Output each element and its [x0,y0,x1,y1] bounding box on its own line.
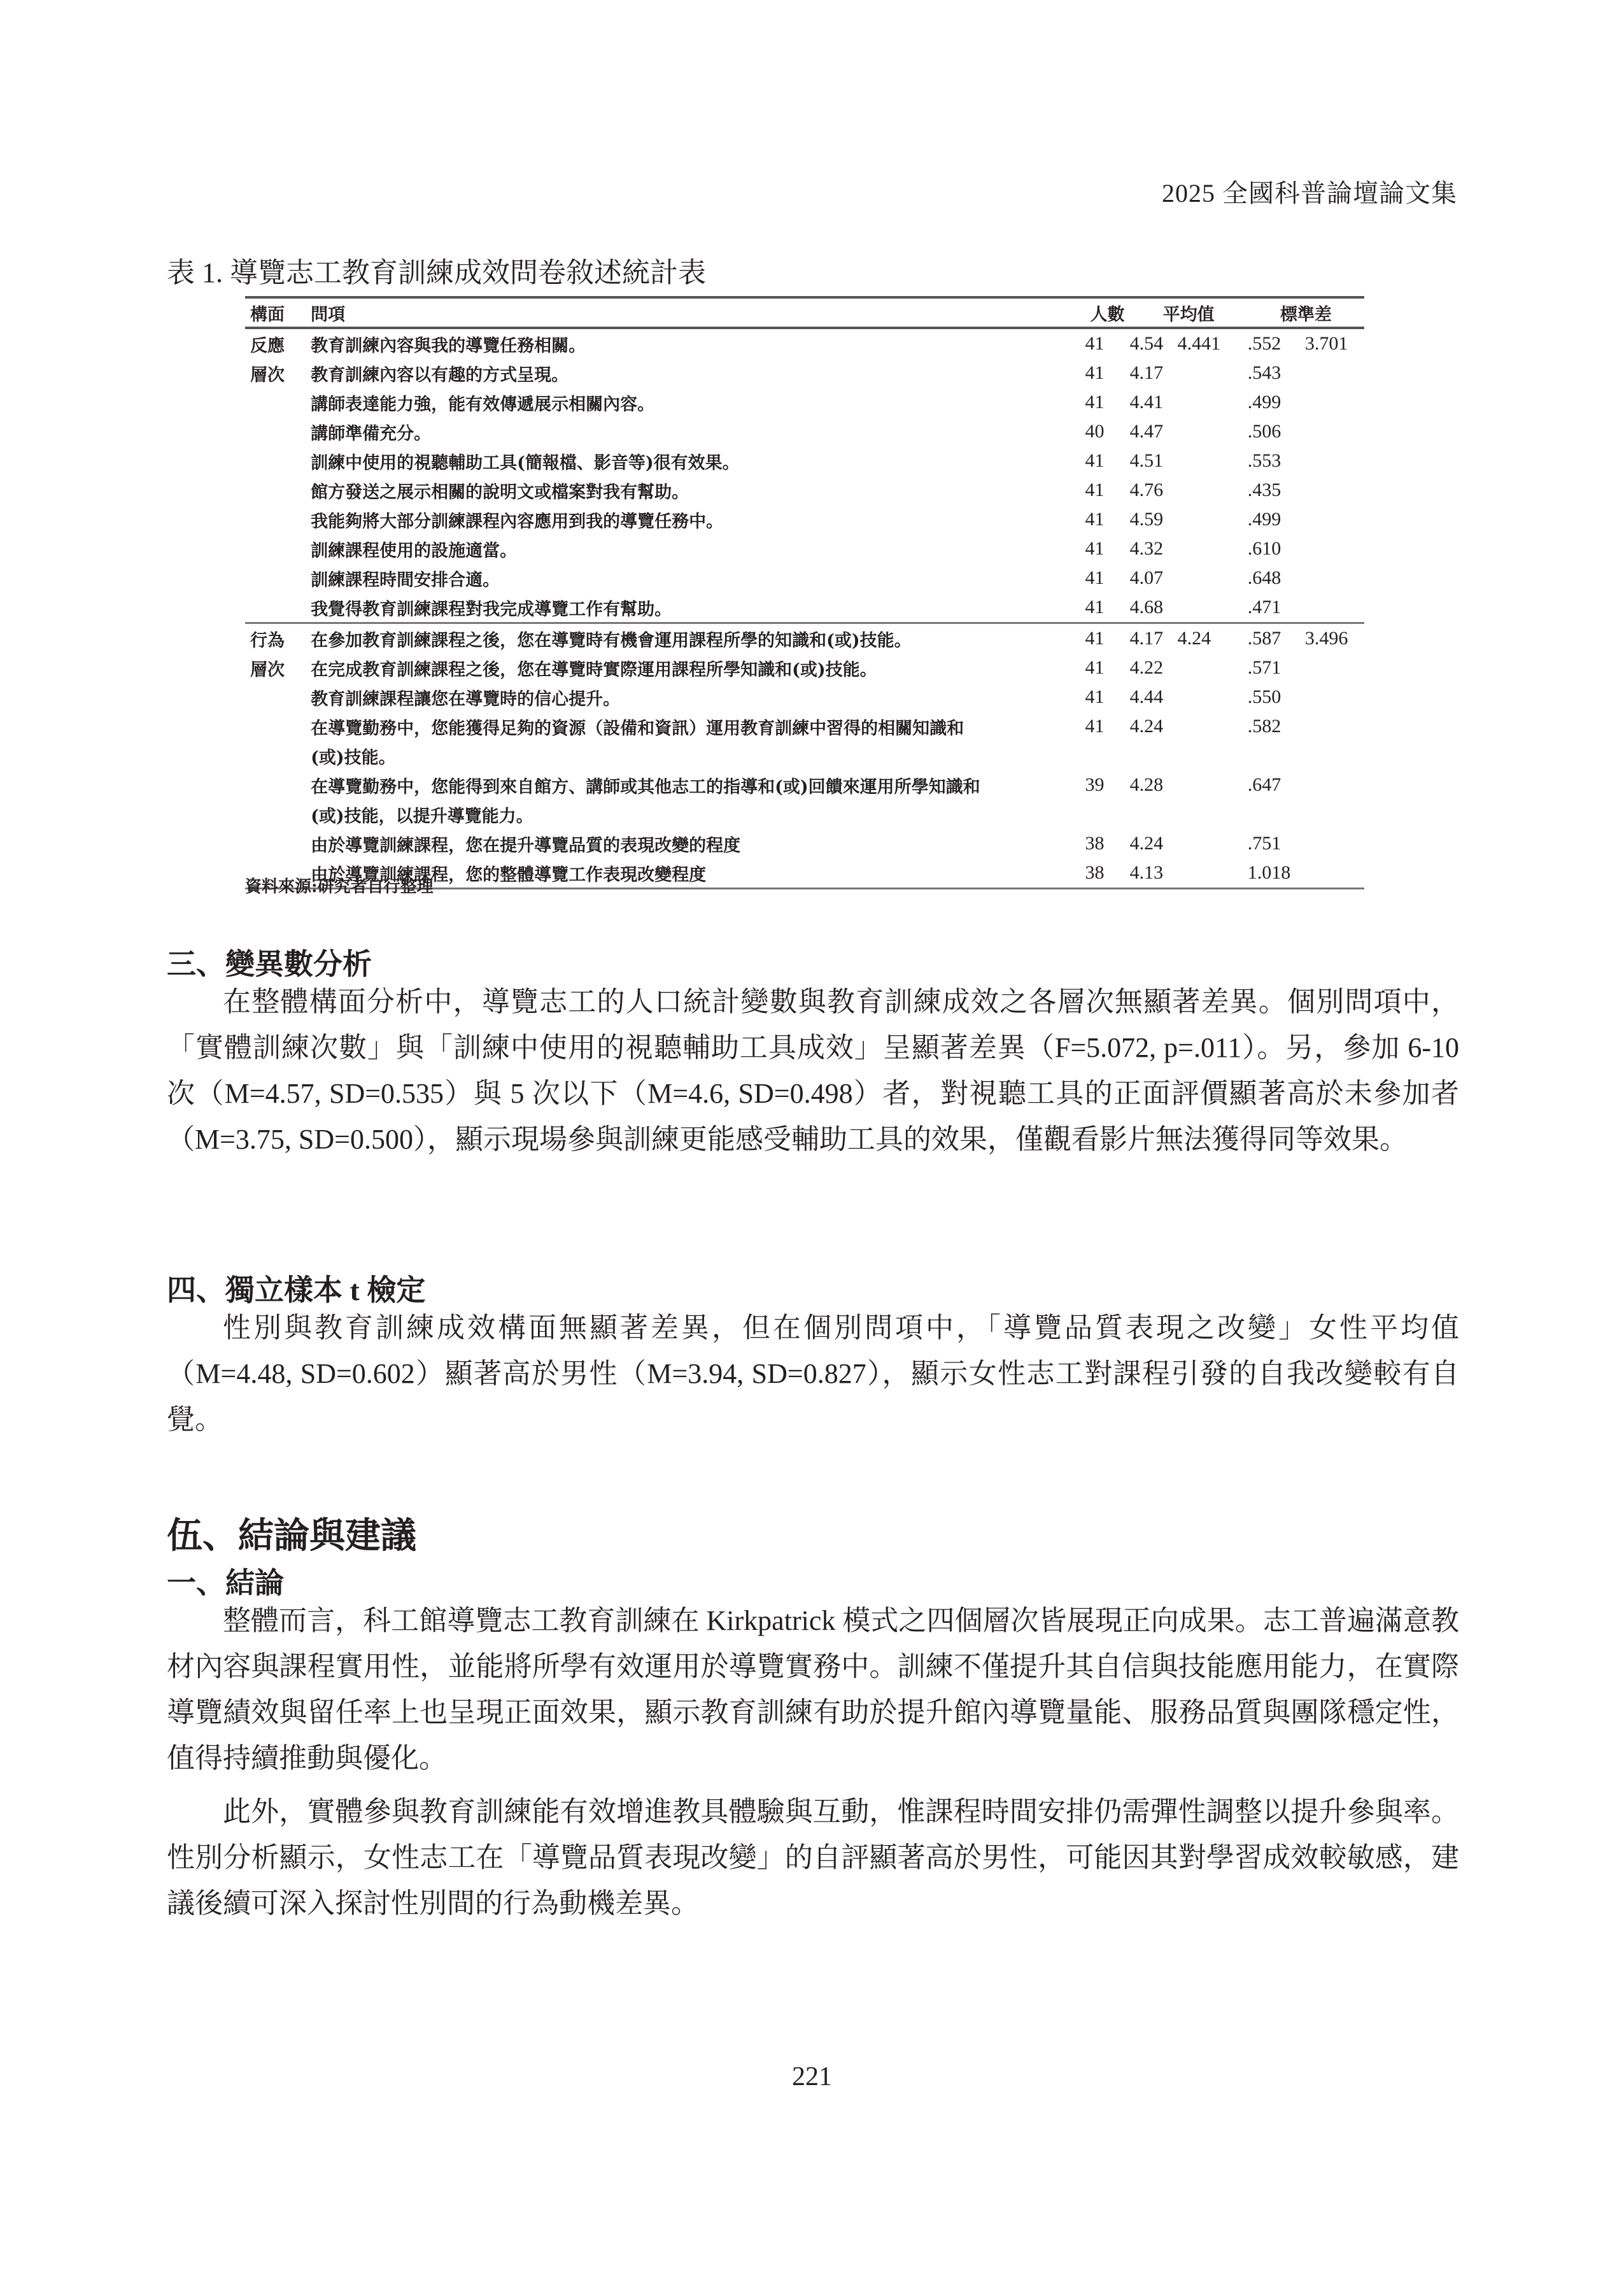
cell-n: 41 [1085,509,1105,530]
cell-n: 41 [1085,333,1105,354]
cell-item: 我能夠將大部分訓練課程內容應用到我的導覽任務中。 [311,511,724,532]
cell-mean-group [1178,593,1248,623]
cell-item: 講師準備充分。 [311,423,432,444]
table-row [245,770,1364,800]
cell-item: 由於導覽訓練課程，您在提升導覽品質的表現改變的程度 [311,835,741,856]
cell-sd-group: 3.496 [1305,623,1364,654]
table-row [245,358,1364,388]
cell-sd-group [1305,712,1364,741]
cell-sd: .506 [1247,421,1282,442]
cell-sd: 1.018 [1248,858,1305,889]
cell-n: 41 [1085,597,1105,618]
table-row [245,505,1364,534]
section-heading-conclusion: 一、結論 [167,1567,284,1599]
cell-n: 41 [1085,538,1105,559]
cell-mean-group [1178,505,1248,534]
paragraph-anova: 在整體構面分析中，導覽志工的人口統計變數與教育訓練成效之各層次無顯著差異。個別問項中，「實體訓練次數」與「訓練中使用的視聽輔助工具成效」呈顯著差異（F=5.072, p=.011）。另，參加 6-10 次（M=4.57, SD=0.535）與 5 次以下（M=4.6, SD=0.498）者，對視聽工具的正面評價顯著高於未參加者（M=3.75, SD=0.500），顯示現場參與訓練更能感受輔助工具的效果，僅觀看影片無法獲得同等效果。 [167,986,1459,1155]
cell-dimension [245,563,311,593]
cell-n: 41 [1085,450,1105,471]
cell-sd-group [1305,683,1364,712]
cell-mean: 4.41 [1129,392,1164,413]
table-row [245,653,1364,683]
table-row [245,446,1364,476]
cell-mean-group [1178,563,1248,593]
cell-mean: 4.54 [1129,333,1164,354]
cell-mean-group [1178,388,1248,417]
cell-sd-group [1305,593,1364,623]
table-row [245,712,1364,741]
column-header-dimension: 構面 [245,297,311,328]
cell-sd: .553 [1247,450,1282,471]
cell-sd-group [1305,770,1364,800]
cell-dimension [245,593,311,623]
cell-sd-group: 3.701 [1304,333,1348,354]
cell-sd: .471 [1247,597,1282,618]
column-header-n: 人數 [1085,297,1129,328]
descriptive-statistics-table [245,296,1364,889]
cell-item: 在完成教育訓練課程之後，您在導覽時實際運用課程所學知識和(或)技能。 [311,660,877,680]
cell-n: 41 [1085,716,1105,737]
cell-mean-group: 4.441 [1177,333,1221,354]
cell-mean: 4.22 [1129,657,1164,678]
cell-sd-group [1305,741,1364,770]
cell-mean-group [1178,858,1248,889]
paragraph-conclusion-1: 整體而言，科工館導覽志工教育訓練在 Kirkpatrick 模式之四個層次皆展現正向成果。志工普遍滿意教材內容與課程實用性，並能將所學有效運用於導覽實務中。訓練不僅提升其自信與技能應用能力，在實際導覽績效與留任率上也呈現正面效果，顯示教育訓練有助於提升館內導覽量能、服務品質與團隊穩定性，值得持續推動與優化。 [167,1605,1459,1774]
cell-item: 我覺得教育訓練課程對我完成導覽工作有幫助。 [311,599,672,619]
cell-item: 在導覽勤務中，您能獲得足夠的資源（設備和資訊）運用教育訓練中習得的相關知識和 [311,718,964,739]
cell-sd: .648 [1247,567,1282,588]
cell-sd-group [1305,800,1364,829]
cell-mean-group [1178,741,1248,770]
cell-mean: 4.17 [1130,623,1178,654]
table-row [245,388,1364,417]
cell-mean: 4.24 [1129,833,1164,854]
cell-sd-group [1305,358,1364,388]
cell-n: 41 [1085,567,1105,588]
table-row [245,563,1364,593]
cell-sd-group [1305,653,1364,683]
cell-dimension [245,505,311,534]
table-row [245,328,1364,358]
paragraph-conclusion-2: 此外，實體參與教育訓練能有效增進教具體驗與互動，惟課程時間安排仍需彈性調整以提升參與率。性別分析顯示，女性志工在「導覽品質表現改變」的自評顯著高於男性，可能因其對學習成效較敏感，建議後續可深入探討性別間的行為動機差異。 [167,1796,1459,1919]
cell-mean-group [1178,683,1248,712]
major-heading-conclusion: 伍、結論與建議 [167,1517,416,1556]
cell-sd-group [1305,858,1364,889]
cell-mean: 4.76 [1129,479,1164,500]
cell-dimension [245,829,311,858]
cell-mean: 4.44 [1129,686,1164,707]
cell-n: 41 [1085,479,1105,500]
cell-mean [1130,741,1178,770]
cell-item: 教育訓練內容以有趣的方式呈現。 [311,365,569,385]
cell-dimension [245,476,311,505]
cell-dimension [245,683,311,712]
cell-item: 講師表達能力強，能有效傳遞展示相關內容。 [311,394,655,414]
cell-mean-group [1178,534,1248,563]
table-row [245,800,1364,829]
section-heading-ttest: 四、獨立樣本 t 檢定 [167,1274,426,1306]
table-row [245,417,1364,446]
cell-dimension [245,446,311,476]
cell-mean-group: 4.24 [1178,623,1248,654]
cell-dimension [245,388,311,417]
cell-sd: .582 [1247,716,1282,737]
cell-mean-group [1178,712,1248,741]
paragraph-ttest: 性別與教育訓練成效構面無顯著差異，但在個別問項中，「導覽品質表現之改變」女性平均值（M=4.48, SD=0.602）顯著高於男性（M=3.94, SD=0.827），顯示女性志工對課程引發的自我改變較有自覺。 [167,1312,1459,1435]
cell-mean: 4.68 [1129,597,1164,618]
cell-dimension [245,741,311,770]
cell-mean: 4.32 [1129,538,1164,559]
cell-sd-group [1305,476,1364,505]
cell-n: 38 [1085,858,1129,889]
cell-sd: .552 [1247,333,1282,354]
cell-dimension [245,770,311,800]
column-header-sd: 標準差 [1248,297,1364,328]
table-body [245,328,1364,889]
table-source-note: 資料來源:研究者自行整理 [245,877,434,896]
table-header-row [245,297,1364,328]
cell-dimension [245,800,311,829]
cell-sd: .587 [1248,623,1305,654]
cell-mean-group [1178,476,1248,505]
cell-sd: .550 [1247,686,1282,707]
cell-item: 由於導覽訓練課程，您的整體導覽工作表現改變程度 [311,858,1085,889]
cell-mean: 4.07 [1129,567,1164,588]
cell-sd-group [1305,388,1364,417]
cell-mean: 4.24 [1129,716,1164,737]
cell-mean: 4.51 [1129,450,1164,471]
cell-n: 40 [1085,421,1105,442]
cell-sd-group [1305,534,1364,563]
cell-dimension: 行為 [245,623,311,654]
running-header: 2025 全國科普論壇論文集 [1162,179,1457,208]
cell-n: 38 [1085,833,1105,854]
column-header-item: 問項 [311,297,1085,328]
cell-sd-group [1305,829,1364,858]
cell-dimension: 反應 [250,336,285,356]
cell-sd: .610 [1247,538,1282,559]
cell-sd-group [1305,417,1364,446]
cell-n: 41 [1085,657,1105,678]
cell-item: 教育訓練內容與我的導覽任務相關。 [311,336,586,356]
statistics-table-container [245,296,1364,889]
table-row [245,476,1364,505]
cell-mean [1130,800,1178,829]
cell-sd: .499 [1247,392,1282,413]
cell-sd: .499 [1247,509,1282,530]
cell-item: (或)技能。 [311,747,396,768]
cell-sd-group [1305,505,1364,534]
cell-item: 在導覽勤務中，您能得到來自館方、講師或其他志工的指導和(或)回饋來運用所學知識和 [311,777,980,797]
cell-n: 41 [1085,623,1129,654]
cell-sd-group [1305,563,1364,593]
section-heading-anova: 三、變異數分析 [167,948,372,980]
table-row [245,829,1364,858]
cell-sd: .647 [1247,774,1282,795]
cell-sd: .751 [1247,833,1282,854]
cell-n [1085,741,1129,770]
cell-dimension: 層次 [250,660,285,680]
cell-mean-group [1178,770,1248,800]
table-row [245,623,1364,654]
table-row [245,683,1364,712]
cell-dimension [245,534,311,563]
cell-sd-group [1305,446,1364,476]
cell-sd: .543 [1247,362,1282,383]
cell-mean: 4.17 [1129,362,1164,383]
cell-mean-group [1178,358,1248,388]
cell-n: 41 [1085,686,1105,707]
cell-n: 41 [1085,362,1105,383]
table-row [245,593,1364,623]
cell-mean: 4.13 [1130,858,1178,889]
cell-mean: 4.28 [1129,774,1164,795]
cell-mean: 4.59 [1129,509,1164,530]
cell-item: 館方發送之展示相關的說明文或檔案對我有幫助。 [311,482,689,502]
cell-item: 訓練課程使用的設施適當。 [311,541,518,561]
cell-sd [1248,741,1305,770]
cell-dimension: 層次 [250,365,285,385]
cell-mean-group [1178,446,1248,476]
cell-n: 39 [1085,774,1105,795]
cell-item: 在參加教育訓練課程之後，您在導覽時有機會運用課程所學的知識和(或)技能。 [311,623,1085,654]
cell-item: 訓練課程時間安排合適。 [311,570,500,590]
table-row [245,534,1364,563]
cell-item: 教育訓練課程讓您在導覽時的信心提升。 [311,689,621,709]
column-header-mean: 平均值 [1130,297,1248,328]
table-row [245,741,1364,770]
cell-sd: .435 [1247,479,1282,500]
page-number: 221 [792,2062,832,2091]
cell-n [1085,800,1129,829]
cell-item: 訓練中使用的視聽輔助工具(簡報檔、影音等)很有效果。 [311,453,740,473]
cell-mean: 4.47 [1129,421,1164,442]
cell-dimension [245,712,311,741]
cell-mean-group [1178,800,1248,829]
cell-mean-group [1178,417,1248,446]
cell-dimension [245,417,311,446]
cell-n: 41 [1085,392,1105,413]
cell-mean-group [1178,829,1248,858]
cell-sd: .571 [1247,657,1282,678]
table-caption: 表 1. 導覽志工教育訓練成效問卷敘述統計表 [167,257,706,288]
cell-mean-group [1178,653,1248,683]
cell-sd [1248,800,1305,829]
cell-item: (或)技能，以提升導覽能力。 [311,806,533,826]
